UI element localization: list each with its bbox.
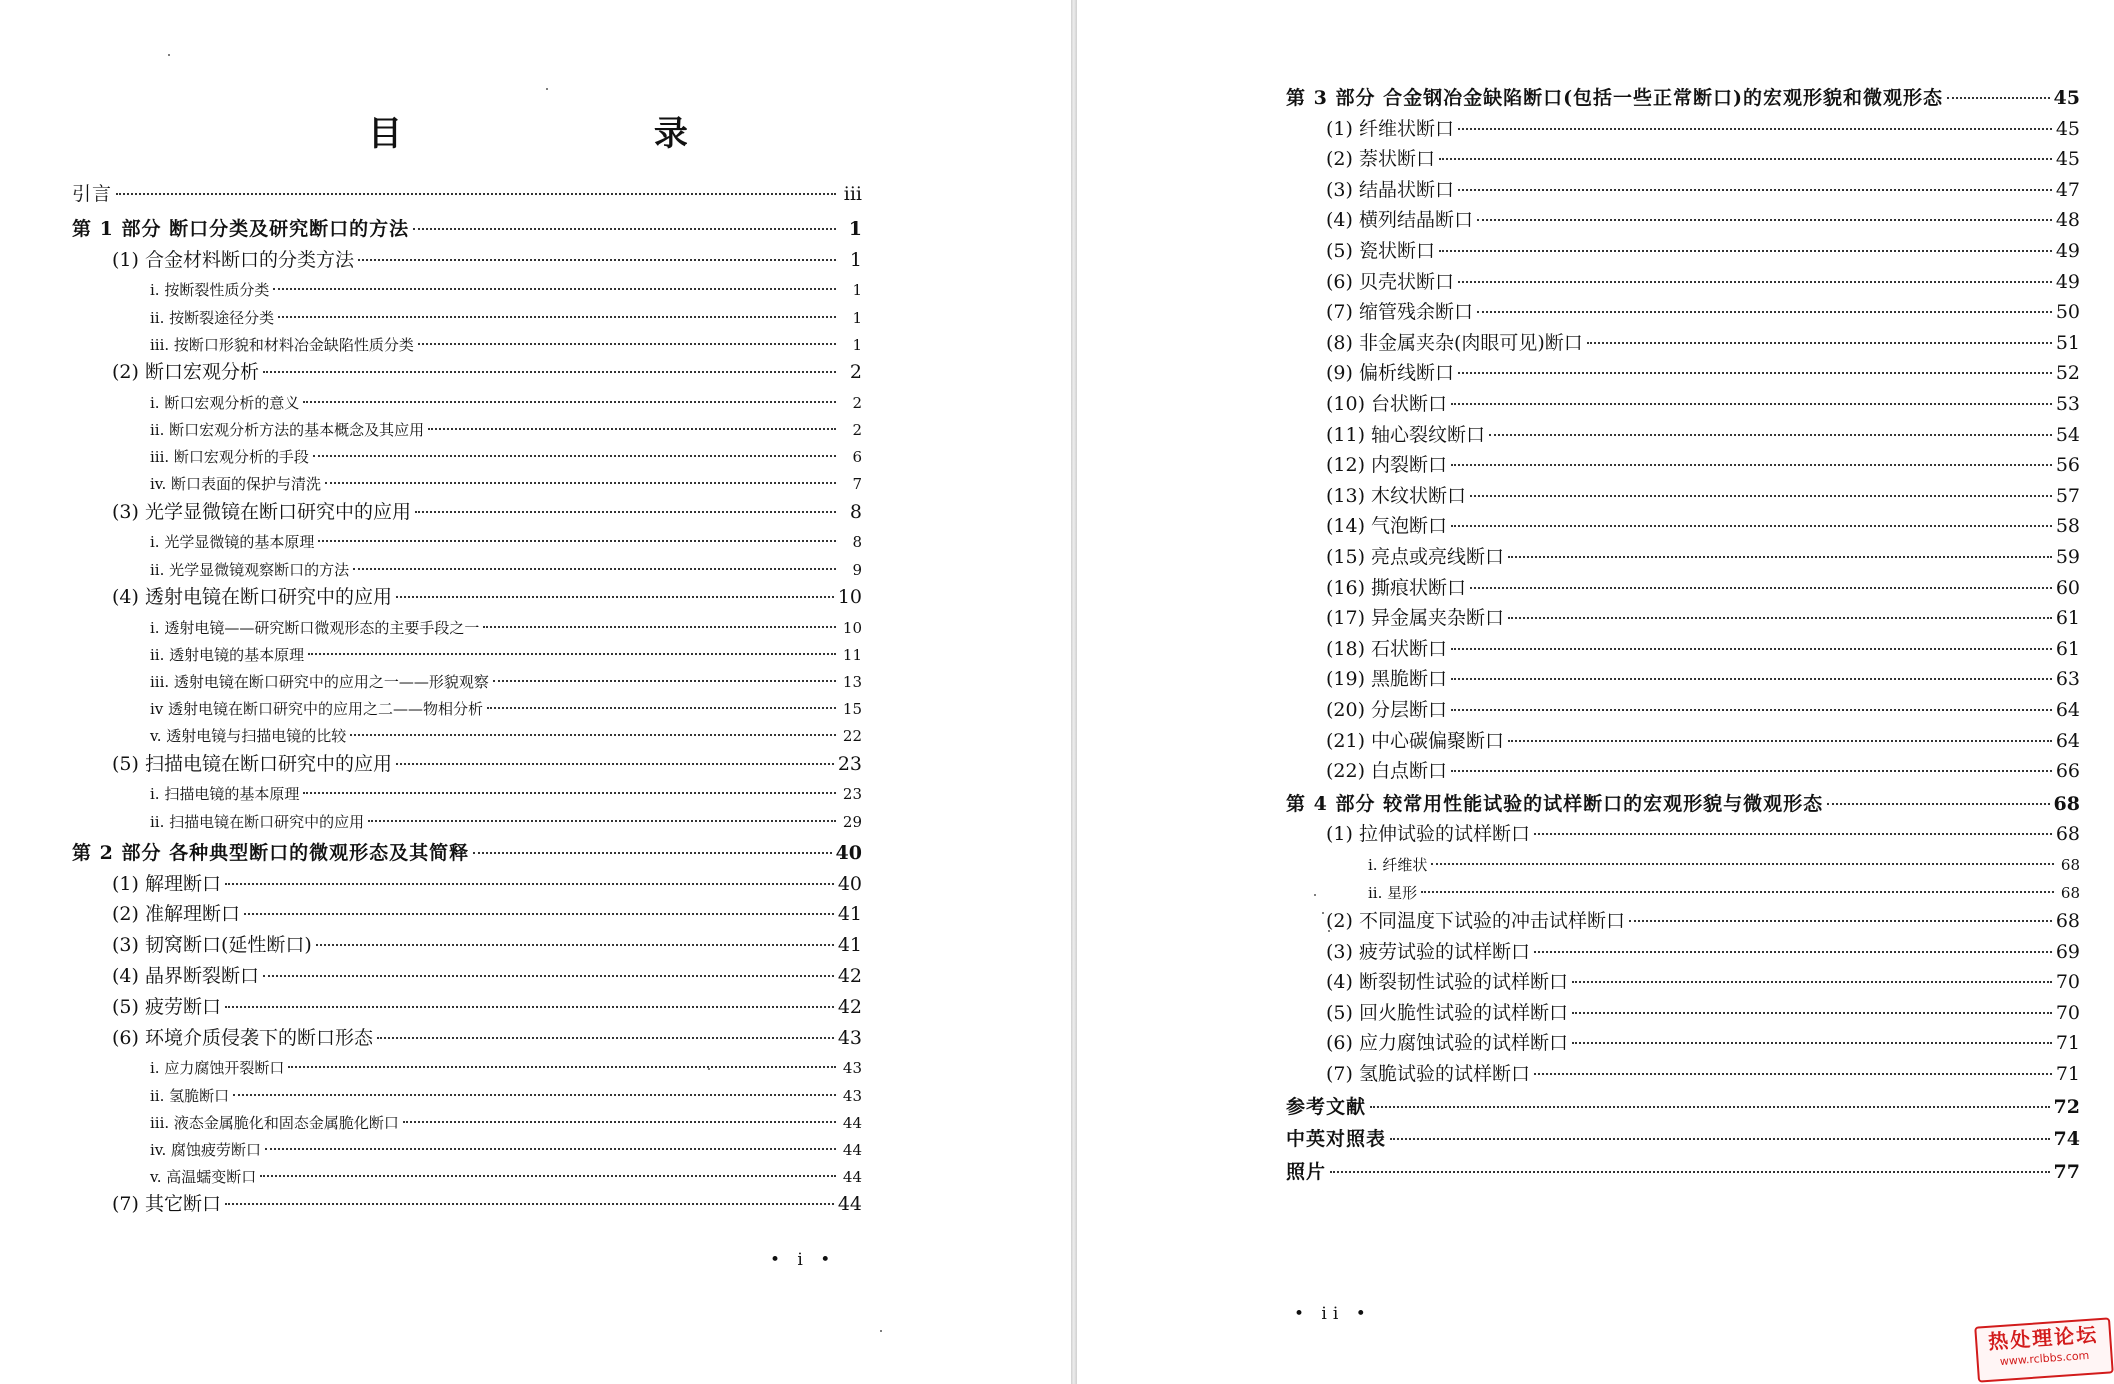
toc-leader-dots [1451,769,2052,772]
toc-page-number: 57 [2055,484,2080,507]
toc-leader-dots [273,287,836,290]
toc-entry-title: (3) 结晶状断口 [1326,178,1454,201]
toc-page-number: 22 [842,727,862,746]
toc-chapter-entry [1286,940,2080,964]
toc-page-number: 51 [2055,331,2080,354]
toc-leader-dots [1458,188,2052,191]
toc-entry-title: i. 应力腐蚀开裂断口 [150,1059,285,1078]
toc-leader-dots [265,1147,836,1150]
toc-entry-title: (22) 白点断口 [1326,760,1448,783]
toc-page-number: 45 [2055,148,2080,171]
toc-subsection-entry [72,333,862,357]
toc-subsection-entry [72,278,862,302]
toc-leader-dots [1534,832,2052,835]
toc-chapter-entry [72,585,862,609]
toc-entry-title: iii. 透射电镜在断口研究中的应用之一——形貌观察 [150,673,489,691]
toc-entry-title: 中英对照表 [1286,1128,1387,1151]
toc-page-number: 15 [842,700,862,719]
toc-leader-dots [415,510,836,513]
toc-chapter-entry [1286,1001,2080,1025]
toc-entry-title: (7) 其它断口 [112,1193,221,1216]
toc-section-entry [1286,1127,2080,1151]
toc-page-number: 68 [2060,884,2080,902]
toc-page-number: 29 [842,812,862,831]
toc-entry-title: (2) 准解理断口 [112,903,240,926]
toc-entry-title: (4) 晶界断裂断口 [112,965,259,987]
toc-chapter-entry [1286,667,2080,691]
toc-section-entry [1286,1160,2080,1184]
toc-page-number: 1 [852,308,862,327]
toc-subsection-entry [72,782,862,806]
toc-page-number: 9 [852,560,862,579]
toc-page-number: 64 [2055,729,2080,752]
toc-chapter-entry [72,1026,862,1050]
toc-leader-dots [1534,1072,2052,1075]
toc-page-number: 42 [837,995,862,1018]
toc-leader-dots [233,1093,836,1096]
toc-page-number: 66 [2055,760,2080,783]
toc-entry-title: i. 纤维状 [1368,856,1428,874]
toc-leader-dots [303,400,836,403]
toc-leader-dots [1508,739,2052,742]
toc-page-number: 45 [2055,117,2080,140]
toc-page-number: 48 [2055,209,2080,232]
toc-leader-dots [1451,677,2052,680]
toc-page-number: 43 [842,1059,862,1078]
toc-entry-title: i. 光学显微镜的基本原理 [150,533,315,552]
toc-page-number: 61 [2055,607,2080,630]
toc-entry-title: (15) 亮点或亮线断口 [1326,546,1505,568]
toc-page-number: 71 [2055,1063,2080,1085]
toc-page-number: 1 [852,335,862,354]
toc-subsection-entry [72,697,862,721]
toc-leader-dots [1508,555,2052,558]
toc-subsection-entry [1286,881,2080,905]
toc-page-number: 23 [837,752,862,775]
watermark-title: 热处理论坛 [1987,1322,2099,1354]
toc-page-number: 10 [837,585,862,608]
toc-leader-dots [493,679,836,682]
toc-entry-title: i. 透射电镜——研究断口微观形态的主要手段之一 [150,618,480,637]
toc-entry-title: (1) 拉伸试验的试样断口 [1326,823,1530,846]
toc-entry-title: ii. 光学显微镜观察断口的方法 [150,560,350,579]
toc-page-number: 72 [2053,1095,2080,1118]
toc-leader-dots [1421,890,2054,893]
toc-entry-title: (5) 回火脆性试验的试样断口 [1326,1001,1568,1024]
toc-entry-title: (5) 扫描电镜在断口研究中的应用 [112,752,392,775]
toc-subsection-entry [1286,853,2080,877]
toc-leader-dots [1439,157,2052,160]
toc-leader-dots [225,1005,834,1008]
toc-page-number: 10 [842,618,862,637]
toc-entry-title: iii. 断口宏观分析的手段 [150,448,309,467]
toc-subsection-entry [72,1138,862,1162]
toc-chapter-entry [1286,300,2080,324]
toc-chapter-entry [72,360,862,384]
toc-chapter-entry [1286,392,2080,416]
toc-section-entry [1286,1095,2080,1119]
toc-entry-title: iv. 腐蚀疲劳断口 [150,1141,262,1159]
toc-chapter-entry [1286,208,2080,232]
toc-page-number: 1 [849,248,862,271]
scan-speck [708,1068,710,1070]
toc-entry-title: (1) 纤维状断口 [1326,117,1454,140]
toc-subsection-entry [72,558,862,582]
toc-chapter-entry [1286,117,2080,141]
toc-entry-title: ii. 扫描电镜在断口研究中的应用 [150,812,365,831]
toc-entry-title: (4) 横列结晶断口 [1326,209,1473,232]
toc-leader-dots [368,819,836,822]
toc-entry-title: (14) 气泡断口 [1326,515,1448,538]
toc-leader-dots [350,733,836,736]
toc-leader-dots [1330,1170,2050,1173]
toc-entry-title: (9) 偏析线断口 [1326,362,1454,385]
toc-entry-title: 第 1 部分 断口分类及研究断口的方法 [72,217,410,240]
toc-entry-title: i. 扫描电镜的基本原理 [150,785,300,804]
toc-entry-title: iv 透射电镜在断口研究中的应用之二——物相分析 [150,700,484,719]
toc-chapter-entry [1286,514,2080,538]
toc-chapter-entry [1286,970,2080,994]
toc-chapter-entry [1286,909,2080,933]
toc-entry-title: (5) 瓷状断口 [1326,240,1435,262]
toc-page-number: 40 [837,872,862,895]
toc-subsection-entry [72,472,862,496]
toc-entry-title: (3) 疲劳试验的试样断口 [1326,940,1530,963]
toc-page-number: 44 [842,1113,862,1132]
toc-entry-title: (21) 中心碳偏聚断口 [1326,729,1505,752]
toc-leader-dots [1572,1041,2052,1044]
toc-leader-dots [1470,586,2052,589]
toc-chapter-entry [72,995,862,1019]
toc-leader-dots [308,652,836,655]
toc-page-number: 6 [852,448,862,467]
toc-page-number: iii [843,183,862,205]
toc-entry-title: (18) 石状断口 [1326,637,1448,660]
toc-chapter-entry [1286,423,2080,447]
toc-page-number: 54 [2055,423,2080,446]
toc-chapter-entry [1286,331,2080,355]
toc-page-number: 52 [2055,362,2080,385]
toc-section-entry [1286,792,2080,816]
toc-leader-dots [1587,341,2052,344]
toc-entry-title: (16) 撕痕状断口 [1326,576,1467,599]
toc-page-number: 43 [842,1086,862,1105]
toc-leader-dots [377,1036,834,1039]
toc-entry-title: (6) 贝壳状断口 [1326,270,1454,293]
toc-page-number: 68 [2053,792,2080,815]
toc-leader-dots [244,912,834,915]
toc-page-number: 68 [2055,823,2080,846]
toc-page-number: 2 [852,393,862,412]
toc-entry-title: (20) 分层断口 [1326,699,1448,721]
toc-chapter-entry [1286,576,2080,600]
toc-chapter-entry [1286,1031,2080,1055]
toc-entry-title: (2) 不同温度下试验的冲击试样断口 [1326,910,1625,932]
toc-leader-dots [1390,1137,2050,1140]
toc-leader-dots [1477,218,2052,221]
toc-page-number: 1 [852,281,862,300]
toc-page-number: 45 [2053,87,2080,109]
toc-entry-title: 第 3 部分 合金钢冶金缺陷断口(包括一些正常断口)的宏观形貌和微观形态 [1286,87,1944,109]
toc-entry-title: (13) 木纹状断口 [1326,484,1467,507]
toc-leader-dots [1451,402,2052,405]
toc-leader-dots [403,1120,836,1123]
toc-entry-title: iv. 断口表面的保护与清洗 [150,475,322,494]
toc-chapter-entry [1286,484,2080,508]
toc-entry-title: (3) 光学显微镜在断口研究中的应用 [112,500,411,523]
toc-leader-dots [1572,1011,2052,1014]
toc-page-number: 23 [842,785,862,804]
toc-subsection-entry [72,724,862,748]
scan-speck [546,88,548,90]
toc-chapter-entry [1286,1062,2080,1086]
toc-leader-dots [1458,280,2052,283]
toc-page-number: 42 [837,965,862,987]
toc-leader-dots [413,227,836,230]
toc-entry-title: 第 4 部分 较常用性能试验的试样断口的宏观形貌与微观形态 [1286,792,1824,815]
toc-page-number: 56 [2055,454,2080,477]
toc-leader-dots [1458,371,2052,374]
toc-leader-dots [418,342,836,345]
toc-entry-title: 照片 [1286,1160,1327,1183]
toc-entry-title: ii. 按断裂途径分类 [150,308,275,327]
toc-page-number: 11 [842,645,862,664]
toc-chapter-entry [72,248,862,272]
toc-chapter-entry [1286,606,2080,630]
page-number-left: • i • [770,1250,837,1270]
toc-subsection-entry [72,1084,862,1108]
toc-chapter-entry [1286,178,2080,202]
toc-chapter-entry [72,752,862,776]
toc-entry-title: ii. 透射电镜的基本原理 [150,645,305,664]
toc-subsection-entry [72,810,862,834]
toc-leader-dots [225,882,834,885]
toc-chapter-entry [72,1192,862,1216]
toc-chapter-entry [1286,822,2080,846]
toc-leader-dots [1451,708,2052,711]
toc-entry-title: (6) 环境介质侵袭下的断口形态 [112,1026,373,1049]
toc-page-number: 68 [2055,910,2080,932]
toc-page-number: 44 [837,1193,862,1216]
toc-chapter-entry [1286,239,2080,263]
toc-leader-dots [303,791,836,794]
toc-page-number: 77 [2053,1160,2080,1183]
toc-leader-dots [225,1202,834,1205]
toc-entry-title: ii. 断口宏观分析方法的基本概念及其应用 [150,421,425,439]
watermark-stamp [1974,1317,2114,1382]
toc-subsection-entry [72,306,862,330]
toc-chapter-entry [72,500,862,524]
toc-entry-title: v. 透射电镜与扫描电镜的比较 [150,727,347,746]
toc-chapter-entry [1286,637,2080,661]
toc-leader-dots [263,974,834,977]
toc-chapter-entry [1286,453,2080,477]
toc-entry-title: (7) 缩管残余断口 [1326,301,1473,324]
toc-leader-dots [316,943,834,946]
toc-page-number: 69 [2055,940,2080,963]
toc-leader-dots [1534,950,2052,953]
toc-entry-title: iii. 按断口形貌和材料冶金缺陷性质分类 [150,335,414,354]
toc-entry-title: ii. 氢脆断口 [150,1086,230,1105]
toc-leader-dots [1451,647,2052,650]
toc-leader-dots [1572,980,2052,983]
toc-leader-dots [396,595,834,598]
toc-page-number: 41 [837,934,862,957]
toc-chapter-entry [72,933,862,957]
toc-section-entry [72,217,862,241]
toc-subsection-entry [72,418,862,442]
toc-leader-dots [1827,802,2049,805]
toc-leader-dots [325,481,836,484]
page-gutter [1071,0,1077,1384]
scan-speck [168,54,170,56]
toc-leader-dots [353,567,836,570]
toc-page-number: 44 [842,1141,862,1159]
toc-entry-title: (1) 解理断口 [112,872,221,895]
toc-page-number: 47 [2055,178,2080,201]
toc-chapter-entry [1286,698,2080,722]
toc-page-number: 53 [2055,393,2080,415]
toc-entry-title: (17) 异金属夹杂断口 [1326,607,1505,630]
toc-leader-dots [483,625,836,628]
toc-subsection-entry [72,616,862,640]
toc-leader-dots [1508,616,2052,619]
toc-chapter-entry [1286,361,2080,385]
toc-page-number: 44 [842,1168,862,1187]
toc-entry-title: v. 高温蠕变断口 [150,1168,257,1187]
toc-entry-title: (10) 台状断口 [1326,393,1448,415]
toc-chapter-entry [72,872,862,896]
toc-entry-title: 引言 [72,183,113,205]
toc-page-number: 68 [2060,856,2080,874]
toc-entry-title: (8) 非金属夹杂(肉眼可见)断口 [1326,331,1583,354]
toc-page-number: 63 [2055,668,2080,691]
toc-subsection-entry [72,670,862,694]
toc-entry-title: (19) 黑脆断口 [1326,668,1448,691]
toc-chapter-entry [72,964,862,988]
toc-leader-dots [358,258,836,261]
toc-page-number: 7 [852,475,862,494]
toc-subsection-entry [72,1056,862,1080]
toc-page-number: 8 [852,533,862,552]
toc-chapter-entry [1286,270,2080,294]
toc-subsection-entry [72,445,862,469]
page-number-right: • ii • [1294,1304,1372,1324]
toc-entry-title: (7) 氢脆试验的试样断口 [1326,1063,1530,1085]
toc-page-number: 40 [835,841,862,864]
toc-subsection-entry [72,643,862,667]
toc-entry-title: ii. 星形 [1368,884,1418,902]
toc-leader-dots [1477,310,2052,313]
toc-title: 目 录 [368,114,808,154]
toc-page-number: 1 [848,217,862,240]
toc-page-number: 70 [2055,1001,2080,1024]
toc-leader-dots [1489,433,2052,436]
toc-page-number: 2 [852,421,862,439]
toc-leader-dots [263,370,836,373]
toc-leader-dots [1451,524,2052,527]
toc-leader-dots [278,315,836,318]
toc-leader-dots [1370,1105,2050,1108]
toc-page-number: 59 [2055,546,2080,568]
toc-leader-dots [1470,494,2052,497]
toc-entry-title: (3) 韧窝断口(延性断口) [112,934,312,957]
toc-page-number: 8 [849,500,862,523]
toc-leader-dots [396,762,834,765]
toc-page-number: 2 [849,361,862,383]
toc-chapter-entry [72,902,862,926]
scan-speck [880,1330,882,1332]
toc-chapter-entry [1286,759,2080,783]
toc-leader-dots [428,427,836,430]
toc-leader-dots [1458,127,2052,130]
toc-entry-title: (5) 疲劳断口 [112,995,221,1018]
toc-chapter-entry [1286,729,2080,753]
toc-leader-dots [260,1174,836,1177]
toc-section-entry [1286,86,2080,110]
toc-page-number: 64 [2055,699,2080,721]
toc-subsection-entry [72,1165,862,1189]
toc-leader-dots [1451,463,2052,466]
toc-leader-dots [1947,96,2050,99]
toc-leader-dots [1439,249,2052,252]
toc-section-entry [72,841,862,865]
toc-page-number: 13 [842,673,862,691]
toc-page-number: 58 [2055,515,2080,538]
toc-page-number: 49 [2055,240,2080,262]
toc-page-number: 74 [2053,1128,2080,1151]
toc-leader-dots [1431,862,2054,865]
toc-page-number: 43 [837,1026,862,1049]
toc-entry-title: (2) 断口宏观分析 [112,361,259,383]
toc-leader-dots [288,1065,836,1068]
toc-page-number: 41 [837,903,862,926]
toc-section-entry [72,182,862,206]
toc-chapter-entry [1286,147,2080,171]
toc-entry-title: (2) 萘状断口 [1326,148,1435,171]
toc-leader-dots [487,706,836,709]
toc-leader-dots [318,539,836,542]
toc-page-number: 70 [2055,971,2080,994]
toc-entry-title: i. 按断裂性质分类 [150,281,270,300]
toc-page-number: 61 [2055,637,2080,660]
toc-leader-dots [116,192,836,195]
toc-entry-title: (1) 合金材料断口的分类方法 [112,248,354,271]
toc-entry-title: (6) 应力腐蚀试验的试样断口 [1326,1032,1568,1055]
toc-subsection-entry [72,1111,862,1135]
toc-leader-dots [313,454,836,457]
toc-entry-title: (11) 轴心裂纹断口 [1326,423,1486,446]
toc-page-number: 49 [2055,270,2080,293]
toc-leader-dots [1629,919,2052,922]
toc-page-number: 60 [2055,576,2080,599]
toc-entry-title: (12) 内裂断口 [1326,454,1448,477]
toc-leader-dots [473,851,831,854]
toc-chapter-entry [1286,545,2080,569]
toc-page-number: 71 [2055,1032,2080,1055]
watermark-url: www.rclbbs.com [1999,1348,2090,1369]
toc-subsection-entry [72,530,862,554]
toc-entry-title: (4) 透射电镜在断口研究中的应用 [112,585,392,608]
toc-entry-title: (4) 断裂韧性试验的试样断口 [1326,971,1568,994]
toc-entry-title: i. 断口宏观分析的意义 [150,393,300,412]
toc-page-number: 50 [2055,301,2080,324]
toc-entry-title: 参考文献 [1286,1095,1367,1118]
toc-subsection-entry [72,391,862,415]
toc-entry-title: iii. 液态金属脆化和固态金属脆化断口 [150,1113,399,1132]
toc-entry-title: 第 2 部分 各种典型断口的微观形态及其简释 [72,841,470,864]
